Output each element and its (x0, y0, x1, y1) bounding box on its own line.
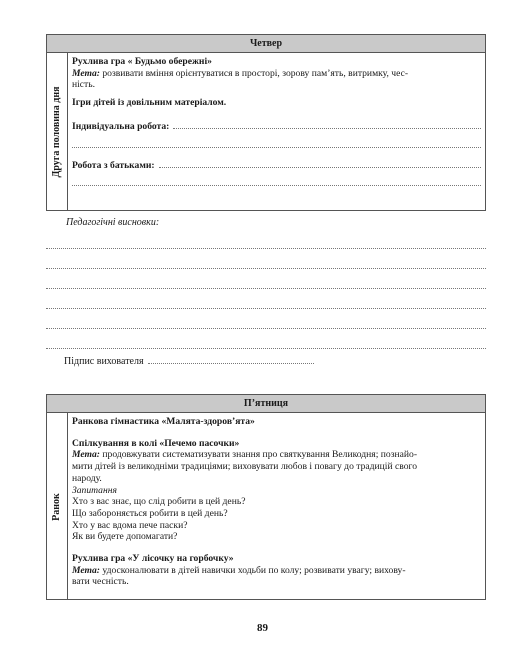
signature-blank[interactable] (148, 354, 314, 364)
conclusions-line-2[interactable] (46, 249, 486, 269)
parents-work-line (72, 158, 481, 172)
signature-line (64, 354, 314, 368)
thursday-side-cell (47, 53, 68, 211)
friday-heading: П’ятниця (47, 395, 485, 413)
friday-game-goal-text-2: вати чесність. (72, 576, 129, 588)
thursday-side-label: Друга половина дня (50, 86, 62, 178)
page-number: 89 (257, 622, 268, 634)
parents-work-blank[interactable] (159, 158, 481, 168)
question-item: Хто з вас знає, що слід робити в цей день? (72, 496, 246, 508)
friday-game-title: Рухлива гра «У лісочку на горбочку» (72, 553, 234, 565)
individual-work-blank-2[interactable] (72, 133, 481, 148)
friday-side-label: Ранок (50, 492, 62, 521)
friday-goal (72, 449, 481, 461)
friday-goal-text-2: мити дітей із великодніми традиціями; виховувати любов і повагу до традицій свого (72, 461, 417, 473)
thursday-goal-label: Мета: (72, 67, 100, 79)
signature-label: Підпис вихователя (64, 356, 144, 367)
friday-game-goal-text-1: удосконалювати в дітей навички ходьби по колу; розвивати увагу; вихову- (99, 564, 406, 576)
conclusions-line-4[interactable] (46, 289, 486, 309)
conclusions-line-3[interactable] (46, 269, 486, 289)
thursday-free-games: Ігри дітей із довільним матеріалом. (72, 97, 227, 109)
question-item: Що забороняється робити в цей день? (72, 507, 228, 519)
thursday-heading: Четвер (47, 35, 485, 53)
individual-work-blank[interactable] (173, 119, 481, 129)
friday-content (68, 413, 485, 600)
conclusions-title: Педагогічні висновки: (66, 217, 160, 228)
conclusions-section (46, 217, 486, 349)
thursday-goal-text: розвивати вміння орієнтуватися в просторі, зорову пам’ять, витримку, чес- (99, 67, 409, 79)
thursday-goal-text-2: ність. (72, 79, 96, 91)
questions-label: Запитання (72, 484, 117, 496)
friday-gymnastics: Ранкова гімнастика «Малята-здоров’ята» (72, 416, 255, 427)
parents-work-label: Робота з батьками: (72, 159, 155, 171)
thursday-goal (72, 68, 481, 80)
friday-goal-text-3: народу. (72, 472, 102, 484)
thursday-table (46, 34, 486, 211)
friday-goal-text-1: продовжувати систематизувати знання про святкування Великодня; познайо- (99, 449, 418, 461)
friday-side-cell (47, 413, 68, 600)
conclusions-line-6[interactable] (46, 329, 486, 349)
conclusions-line-5[interactable] (46, 309, 486, 329)
friday-table (46, 394, 486, 600)
individual-work-label: Індивідуальна робота: (72, 120, 170, 132)
parents-work-blank-2[interactable] (72, 171, 481, 186)
friday-game-goal-label: Мета: (72, 564, 100, 576)
friday-game-goal (72, 565, 481, 577)
question-item: Хто у вас вдома пече паски? (72, 519, 188, 531)
thursday-game-title: Рухлива гра « Будьмо обережні» (72, 56, 212, 67)
thursday-content (68, 53, 485, 211)
question-item: Як ви будете допомагати? (72, 531, 178, 543)
friday-circle-title: Спілкування в колі «Печемо пасочки» (72, 437, 240, 449)
individual-work-line (72, 119, 481, 133)
friday-goal-label: Мета: (72, 449, 100, 461)
conclusions-line-1[interactable] (46, 229, 486, 249)
